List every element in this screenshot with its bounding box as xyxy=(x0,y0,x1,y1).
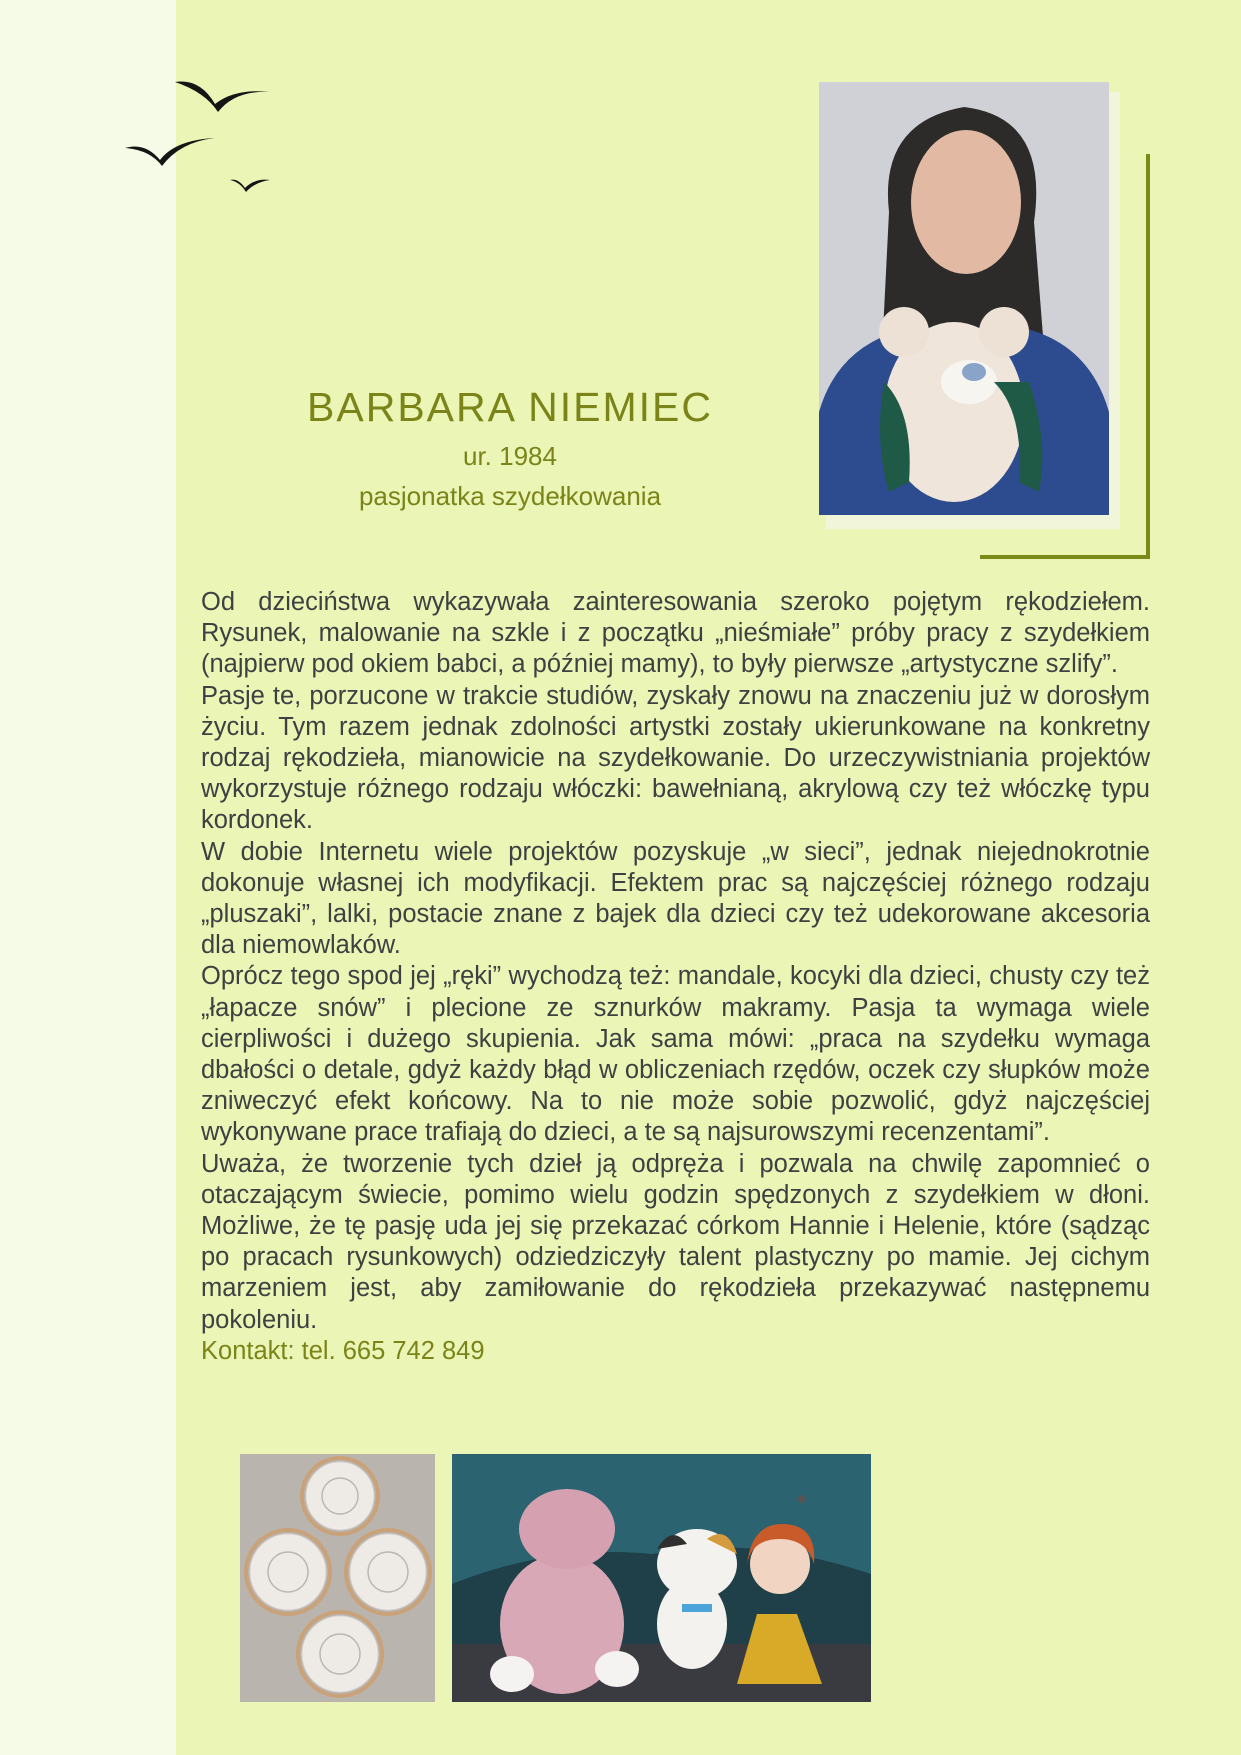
bio-paragraph-3: W dobie Internetu wiele projektów pozyskuje „w sieci”, jednak niejednokrotnie dokonuje własnej ich modyfikacji. Efektem prac są najczęściej różnego rodzaju „pluszaki”, lalki, postacie znane z bajek dla dzieci czy też udekorowane akcesoria dla niemowlaków. xyxy=(201,837,1150,960)
mandala-photo xyxy=(240,1454,435,1702)
tagline: pasjonatka szydełkowania xyxy=(358,481,662,511)
portrait-photo xyxy=(819,82,1109,515)
profile-header xyxy=(290,378,730,516)
person-name: BARBARA NIEMIEC xyxy=(307,384,713,430)
birth-year: ur. 1984 xyxy=(463,441,557,471)
contact-line: Kontakt: tel. 665 742 849 xyxy=(201,1336,485,1365)
bio-paragraph-5: Uważa, że tworzenie tych dzieł ją odpręża i pozwala na chwilę zapomnieć o otaczającym świecie, pomimo wielu godzin spędzonych z szydełkiem w dłoni. Możliwe, że tę pasję uda jej się przekazać córkom Hannie i Helenie, które (sądząc po pracach rysunkowych) odziedziczyły talent plastyczny po mamie. Jej cichym marzeniem jest, aby zamiłowanie do rękodzieła przekazywać następnemu pokoleniu. xyxy=(201,1149,1150,1334)
left-margin-strip xyxy=(0,0,176,1755)
bio-paragraph-2: Pasje te, porzucone w trakcie studiów, zyskały znowu na znaczeniu już w dorosłym życiu. Tym razem jednak zdolności artystki zostały ukierunkowane na konkretny rodzaj rękodzieła, mianowicie na szydełkowanie. Do urzeczywistniania projektów wykorzystuje różnego rodzaju włóczki: bawełnianą, akrylową czy też włóczkę typu kordonek. xyxy=(201,681,1150,835)
biography xyxy=(201,587,1150,1367)
crochet-toys-photo xyxy=(452,1454,871,1702)
birds-decoration-icon xyxy=(120,70,320,200)
bio-paragraph-4: Oprócz tego spod jej „ręki” wychodzą też: mandale, kocyki dla dzieci, chusty czy też „łapacze snów” i plecione ze sznurków makramy. Pasja ta wymaga wiele cierpliwości i dużego skupienia. Jak sama mówi: „praca na szydełku wymaga dbałości o detale, gdyż każdy błąd w obliczeniach rzędów, oczek czy słupków może zniweczyć efekt końcowy. Na to nie może sobie pozwolić, gdyż najczęściej wykonywane prace trafiają do dzieci, a te są najsurowszymi recenzentami”. xyxy=(201,962,1150,1147)
bio-paragraph-1: Od dzieciństwa wykazywała zainteresowania szeroko pojętym rękodziełem. Rysunek, malowanie na szkle i z początku „nieśmiałe” próby pracy z szydełkiem (najpierw pod okiem babci, a później mamy), to były pierwsze „artystyczne szlify”. xyxy=(201,588,1150,679)
